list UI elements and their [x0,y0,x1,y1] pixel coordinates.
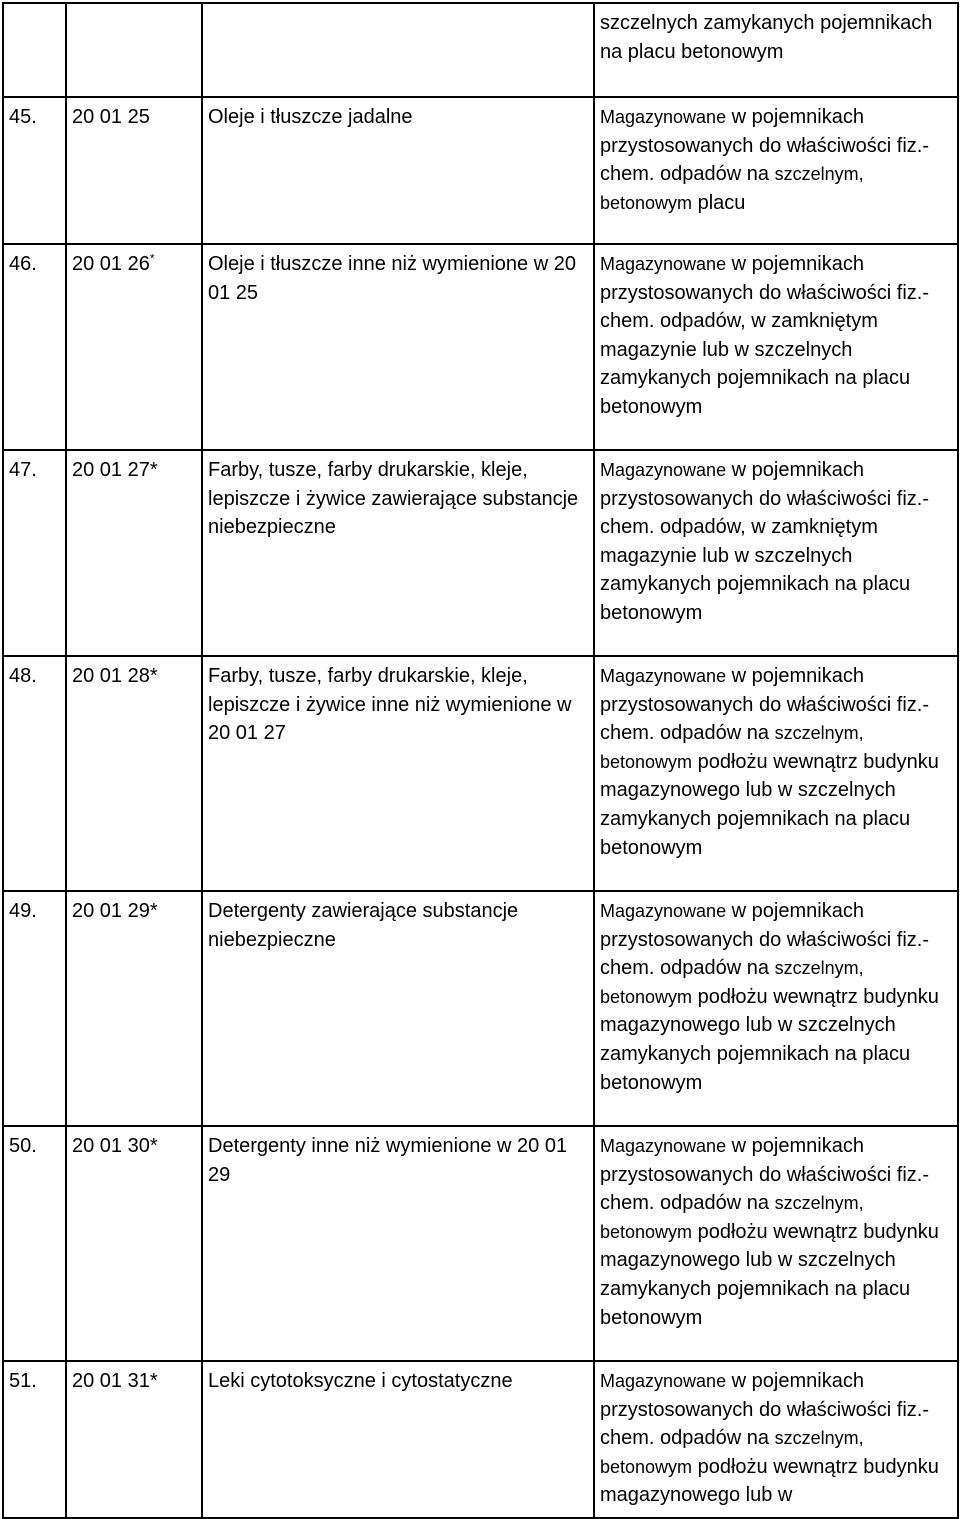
storage-small-text: szczelnym, betonowym [600,164,864,213]
waste-name-cell: Oleje i tłuszcze jadalne [202,97,594,244]
storage-lead: Magazynowane [600,1136,727,1156]
waste-name-cell: Detergenty inne niż wymienione w 20 01 29 [202,1126,594,1361]
waste-code-cell [66,97,202,244]
waste-code: 20 01 29* [72,900,158,922]
storage-tail: podłożu wewnątrz budynku magazynowego lub w szczelnych zamykanych pojemnikach na placu betonowym [600,985,939,1094]
waste-code: 20 01 28* [72,665,158,687]
storage-text: w pojemnikach przystosowanych do właściwości fiz.-chem. odpadów na [600,900,929,980]
lp-cell: 45. [3,97,66,244]
waste-code-cell [66,450,202,656]
storage-small-text: szczelnym, betonowym [600,1193,864,1242]
waste-code: 20 01 26 [72,253,150,275]
waste-code-cell [66,244,202,450]
storage-text: w pojemnikach przystosowanych do właściwości fiz.-chem. odpadów na [600,106,929,186]
waste-code-cell [66,1126,202,1361]
storage-method-cell [594,97,958,244]
storage-lead: Magazynowane [600,901,727,921]
storage-small-text: szczelnym, betonowym [600,723,864,772]
storage-small-text: szczelnym, betonowym [600,958,864,1007]
storage-method-cell [594,891,958,1126]
waste-name-cell: Oleje i tłuszcze inne niż wymienione w 20 01 25 [202,244,594,450]
storage-method-cell: szczelnych zamykanych pojemnikach na placu betonowym [594,3,958,97]
waste-code: 20 01 30* [72,1135,158,1157]
storage-text: w pojemnikach przystosowanych do właściwości fiz.-chem. odpadów, w zamkniętym magazynie lub w szczelnych zamykanych pojemnikach na placu betonowym [600,459,929,624]
storage-method-cell [594,450,958,656]
storage-text: w pojemnikach przystosowanych do właściwości fiz.-chem. odpadów na [600,665,929,745]
storage-text: w pojemnikach przystosowanych do właściwości fiz.-chem. odpadów na [600,1370,929,1450]
hazard-star: * [149,251,155,266]
lp-cell: 51. [3,1361,66,1518]
table-row [3,1361,958,1518]
table-row [3,656,958,891]
table-row-continuation [3,3,958,97]
waste-code-cell [66,3,202,97]
waste-code: 20 01 31* [72,1370,158,1392]
storage-method-cell [594,244,958,450]
waste-code-cell [66,1361,202,1518]
lp-cell: 48. [3,656,66,891]
waste-name-cell: Farby, tusze, farby drukarskie, kleje, lepiszcze i żywice inne niż wymienione w 20 01 27 [202,656,594,891]
waste-name-cell [202,3,594,97]
storage-small-text: szczelnym, betonowym [600,1428,864,1477]
storage-method-cell [594,1361,958,1518]
storage-method-cell [594,1126,958,1361]
storage-lead: Magazynowane [600,254,727,274]
table-row [3,244,958,450]
table-row [3,891,958,1126]
storage-lead: Magazynowane [600,107,727,127]
storage-text: w pojemnikach przystosowanych do właściwości fiz.-chem. odpadów, w zamkniętym magazynie lub w szczelnych zamykanych pojemnikach na placu betonowym [600,253,929,418]
table-row [3,1126,958,1361]
storage-tail: podłożu wewnątrz budynku magazynowego lub w szczelnych zamykanych pojemnikach na placu betonowym [600,750,939,859]
storage-lead: Magazynowane [600,666,727,686]
waste-code-cell [66,656,202,891]
waste-code: 20 01 27* [72,459,158,481]
lp-cell: 46. [3,244,66,450]
table-row [3,97,958,244]
waste-code-cell [66,891,202,1126]
waste-name-cell: Leki cytotoksyczne i cytostatyczne [202,1361,594,1518]
waste-table [2,2,959,1519]
storage-tail: podłożu wewnątrz budynku magazynowego lub w [600,1455,939,1507]
table-row [3,450,958,656]
waste-name-cell: Detergenty zawierające substancje niebezpieczne [202,891,594,1126]
lp-cell: 47. [3,450,66,656]
lp-cell: 50. [3,1126,66,1361]
waste-code: 20 01 25 [72,106,150,128]
lp-cell: 49. [3,891,66,1126]
storage-lead: Magazynowane [600,1371,727,1391]
lp-cell [3,3,66,97]
storage-lead: Magazynowane [600,460,727,480]
storage-tail: placu [692,191,746,214]
storage-method-cell [594,656,958,891]
storage-text: w pojemnikach przystosowanych do właściwości fiz.-chem. odpadów na [600,1135,929,1215]
waste-name-cell: Farby, tusze, farby drukarskie, kleje, lepiszcze i żywice zawierające substancje niebezpieczne [202,450,594,656]
storage-tail: podłożu wewnątrz budynku magazynowego lub w szczelnych zamykanych pojemnikach na placu betonowym [600,1220,939,1329]
